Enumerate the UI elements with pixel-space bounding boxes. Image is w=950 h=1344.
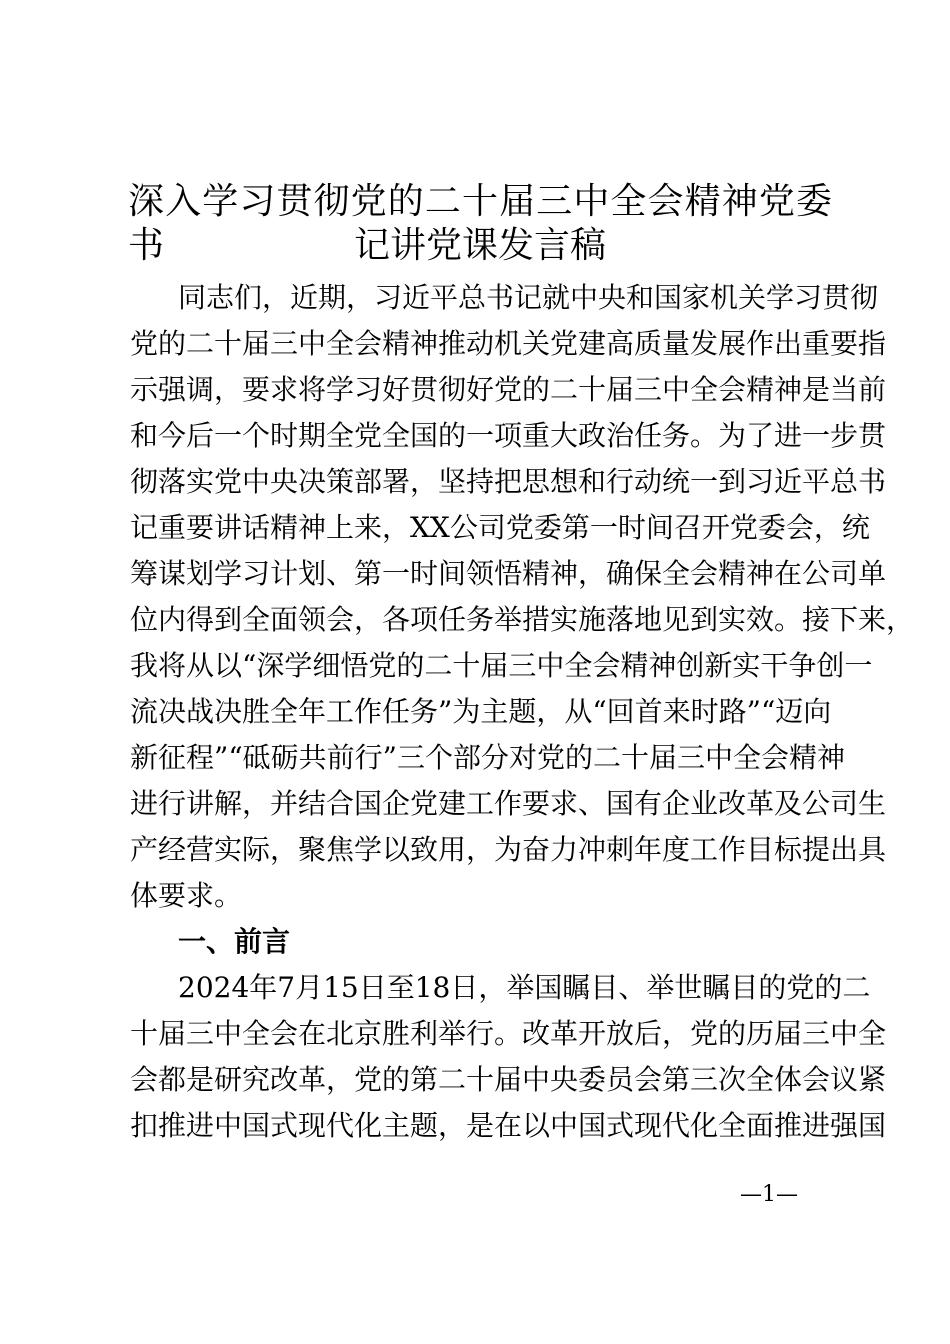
text-line: 进行讲解，并结合国企党建工作要求、国有企业改革及公司生 — [130, 787, 887, 820]
text-line: 位内得到全面领会，各项任务举措实施落地见到实效。接下来， — [130, 603, 915, 636]
text-line: 2024年7月15日至18日，举国瞩目、举世瞩目的党的二 — [178, 971, 871, 1004]
text-line: 体要求。 — [130, 879, 243, 912]
document-title-line-2: 记讲党课发言稿 — [353, 225, 606, 266]
text-line: 产经营实际，聚焦学以致用，为奋力冲刺年度工作目标提出具 — [130, 833, 887, 866]
text-line: 会都是研究改革，党的第二十届中央委员会第三次全体会议紧 — [130, 1063, 887, 1096]
text-line: 筹谋划学习计划、第一时间领悟精神，确保全会精神在公司单 — [130, 557, 887, 590]
text-line: 扣推进中国式现代化主题，是在以中国式现代化全面推进强国 — [130, 1109, 887, 1142]
page-number: —1— — [740, 1182, 798, 1207]
text-line: 和今后一个时期全党全国的一项重大政治任务。为了进一步贯 — [130, 419, 887, 452]
text-line: 我将从以“深学细悟党的二十届三中全会精神创新实干争创一 — [130, 649, 873, 682]
text-line: 彻落实党中央决策部署，坚持把思想和行动统一到习近平总书 — [130, 465, 887, 498]
text-line: 党的二十届三中全会精神推动机关党建高质量发展作出重要指 — [130, 327, 887, 360]
text-line: 记重要讲话精神上来，XX公司党委第一时间召开党委会，统 — [130, 511, 870, 544]
text-line: 流决战决胜全年工作任务”为主题，从“回首来时路”“迈向 — [130, 695, 832, 728]
section-heading: 一、前言 — [178, 925, 291, 958]
text-line: 示强调，要求将学习好贯彻好党的二十届三中全会精神是当前 — [130, 373, 887, 406]
text-line: 十届三中全会在北京胜利举行。改革开放后，党的历届三中全 — [130, 1017, 887, 1050]
document-title-line-1: 深入学习贯彻党的二十届三中全会精神党委书 — [128, 181, 832, 266]
text-line: 同志们，近期，习近平总书记就中央和国家机关学习贯彻 — [178, 281, 879, 314]
text-line: 新征程”“砥砺共前行”三个部分对党的二十届三中全会精神 — [130, 741, 845, 774]
